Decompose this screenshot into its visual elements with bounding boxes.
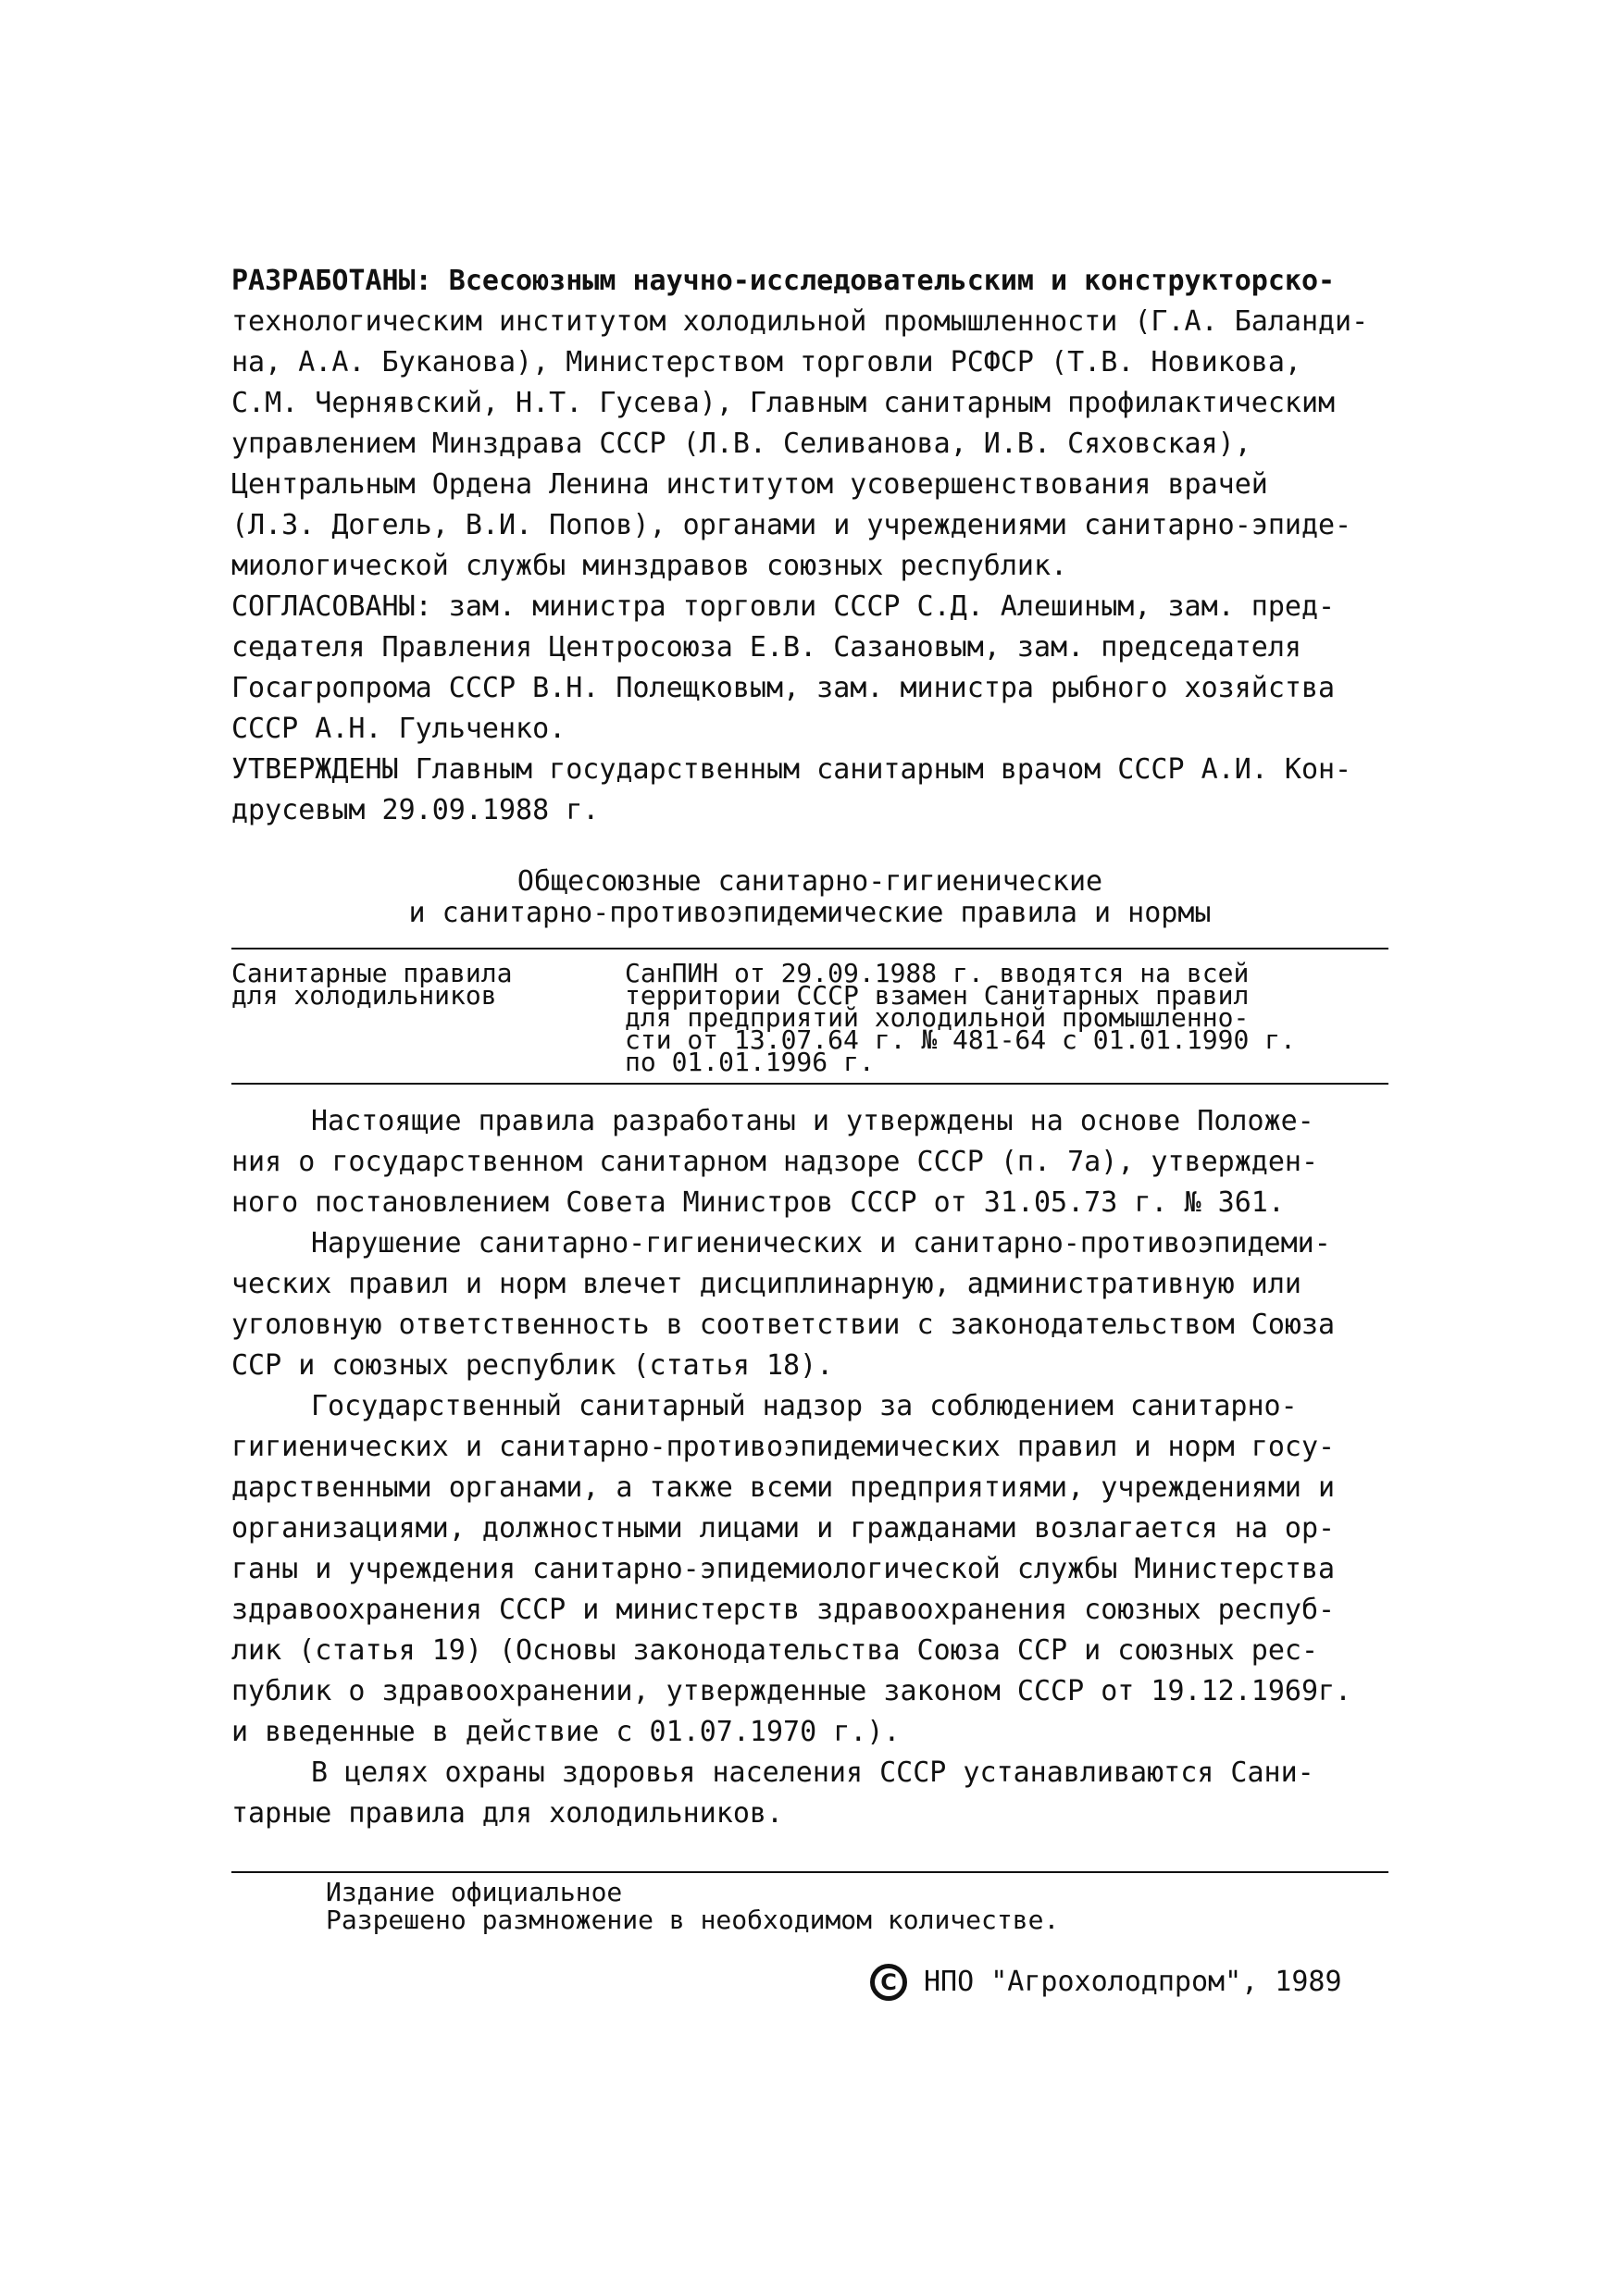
credits-line: технологическим институтом холодильной промышленности (Г.А. Баланди- bbox=[231, 305, 1369, 338]
table-right-cell bbox=[625, 958, 1388, 1077]
credits-line: Госагропрома СССР В.Н. Полещковым, зам. министра рыбного хозяйства bbox=[231, 672, 1336, 704]
table-top-rule bbox=[231, 948, 1388, 949]
document-heading bbox=[231, 866, 1388, 929]
table-left-cell bbox=[231, 958, 602, 1011]
table-left-line: для холодильников bbox=[231, 980, 497, 1011]
credits-line: СОГЛАСОВАНЫ: зам. министра торговли СССР С.Д. Алешиным, зам. пред- bbox=[231, 590, 1336, 623]
paragraph-line: гигиенических и санитарно-противоэпидемических правил и норм госу- bbox=[231, 1431, 1336, 1463]
publisher-text: НПО "Агрохолодпром", 1989 bbox=[924, 1966, 1342, 1998]
footer-rule bbox=[231, 1871, 1388, 1873]
paragraph-line: ганы и учреждения санитарно-эпидемиологической службы Министерства bbox=[231, 1553, 1336, 1585]
paragraph-line: публик о здравоохранении, утвержденные законом СССР от 19.12.1969г. bbox=[231, 1675, 1352, 1707]
paragraph-line: Государственный санитарный надзор за соблюдением санитарно- bbox=[311, 1390, 1298, 1422]
paragraph-line: В целях охраны здоровья населения СССР устанавливаются Сани- bbox=[311, 1756, 1314, 1789]
paragraph-line: ССР и союзных республик (статья 18). bbox=[231, 1349, 834, 1382]
paragraph-line: лик (статья 19) (Основы законодательства Союза ССР и союзных рес- bbox=[231, 1634, 1318, 1667]
reproduction-note: Разрешено размножение в необходимом количестве. bbox=[326, 1905, 1060, 1935]
copyright-line bbox=[870, 1962, 1342, 2003]
paragraph-line: уголовную ответственность в соответствии с законодательством Союза bbox=[231, 1309, 1336, 1341]
credits-line bbox=[231, 261, 1388, 302]
table-right-line: территории СССР взамен Санитарных правил bbox=[625, 980, 1250, 1011]
table-bottom-rule bbox=[231, 1083, 1388, 1085]
paragraph-line: и введенные в действие с 01.07.1970 г.). bbox=[231, 1716, 901, 1748]
table-right-line: для предприятий холодильной промышленно- bbox=[625, 1002, 1250, 1033]
paragraph-line: ния о государственном санитарном надзоре СССР (п. 7а), утвержден- bbox=[231, 1146, 1318, 1178]
credits-line: друсевым 29.09.1988 г. bbox=[231, 794, 600, 826]
heading-line: Общесоюзные санитарно-гигиенические bbox=[517, 865, 1103, 898]
credits-line: С.М. Чернявский, Н.Т. Гусева), Главным санитарным профилактическим bbox=[231, 387, 1336, 419]
heading-line: и санитарно-противоэпидемические правила и нормы bbox=[408, 897, 1212, 929]
credits-block bbox=[231, 261, 1388, 831]
paragraph-line: ческих правил и норм влечет дисциплинарную, административную или bbox=[231, 1268, 1301, 1300]
credits-line: седателя Правления Центросоюза Е.В. Сазановым, зам. председателя bbox=[231, 631, 1301, 664]
table-left-line: Санитарные правила bbox=[231, 958, 513, 988]
table-right-line: сти от 13.07.64 г. № 481-64 с 01.01.1990 г. bbox=[625, 1024, 1296, 1055]
footer-notes bbox=[326, 1879, 1344, 1934]
paragraph-line: Настоящие правила разработаны и утверждены на основе Положе- bbox=[311, 1105, 1314, 1137]
paragraph-line: ного постановлением Совета Министров СССР от 31.05.73 г. № 361. bbox=[231, 1186, 1285, 1219]
paragraph-line: Нарушение санитарно-гигиенических и санитарно-противоэпидеми- bbox=[311, 1227, 1331, 1260]
paragraph-line: дарственными органами, а также всеми предприятиями, учреждениями и bbox=[231, 1471, 1336, 1504]
credits-line: на, А.А. Буканова), Министерством торговли РСФСР (Т.В. Новикова, bbox=[231, 346, 1301, 379]
paragraph-line: тарные правила для холодильников. bbox=[231, 1797, 784, 1830]
paragraph-line: здравоохранения СССР и министерств здравоохранения союзных респуб- bbox=[231, 1594, 1336, 1626]
credits-line: СССР А.Н. Гульченко. bbox=[231, 713, 566, 745]
body-text bbox=[231, 1101, 1388, 1834]
table-right-line: по 01.01.1996 г. bbox=[625, 1047, 875, 1077]
table-right-line: СанПИН от 29.09.1988 г. вводятся на всей bbox=[625, 958, 1250, 988]
copyright-icon: C bbox=[870, 1964, 907, 2001]
credits-line: управлением Минздрава СССР (Л.В. Селиванова, И.В. Сяховская), bbox=[231, 428, 1251, 460]
credits-line: (Л.З. Догель, В.И. Попов), органами и учреждениями санитарно-эпиде- bbox=[231, 509, 1352, 541]
credits-label-developed: РАЗРАБОТАНЫ: Всесоюзным научно-исследовательским и конструкторско- bbox=[231, 265, 1336, 297]
paragraph-line: организациями, должностными лицами и гражданами возлагается на ор- bbox=[231, 1512, 1336, 1545]
edition-note: Издание официальное bbox=[326, 1877, 623, 1907]
credits-line: УТВЕРЖДЕНЫ Главным государственным санитарным врачом СССР А.И. Кон- bbox=[231, 753, 1352, 786]
credits-line: миологической службы минздравов союзных республик. bbox=[231, 550, 1068, 582]
credits-line: Центральным Ордена Ленина институтом усовершенствования врачей bbox=[231, 468, 1268, 501]
